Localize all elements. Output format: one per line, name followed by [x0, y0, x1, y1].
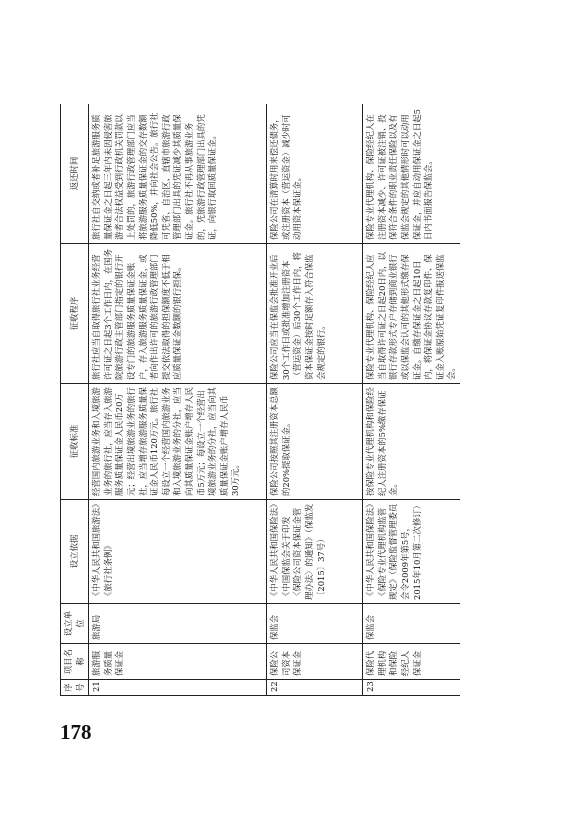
table-container — [60, 104, 460, 696]
header-standard: 征收标准 — [61, 384, 89, 500]
row-basis: 《中华人民共和国保险法》《保险专业代理机构监管规定》（保险监督管理委员会令2009年第5号，2015年10月第二次修订） — [363, 500, 460, 604]
row-name: 旅游服务质量保证金 — [89, 644, 267, 680]
table-header-row — [61, 104, 89, 696]
row-procedure: 旅行社应当自取得旅行社业务经营许可证之日起3个工作日内，在国务院旅游行政主管部门指定的银行开设专门的旅游服务质量保证金账户，存入旅游服务质量保证金，或者向作出许可的旅游行政管理部门提交依法取得的担保额度不低于相应质量保证金数额的银行担保。 — [89, 244, 267, 384]
table-row — [267, 104, 363, 696]
row-procedure: 保险专业代理机构、保险经纪人应当自取得许可证之日起20日内，以银行存款形式专户存储到商业银行或以保监会认可的其他形式缴存保证金。自缴存保证金之日起10日内，将保证金协议存款复印件、保证金入账原始凭证复印件报送保监会。 — [363, 244, 460, 384]
header-procedure: 征收程序 — [61, 244, 89, 384]
row-no: 22 — [267, 680, 363, 696]
row-standard: 按保险专业代理机构和保险经纪人注册资本的5%缴存保证金。 — [363, 384, 460, 500]
deposit-table — [60, 104, 460, 696]
header-no: 序号 — [61, 680, 89, 696]
header-basis: 设立依据 — [61, 500, 89, 604]
row-refund: 保险专业代理机构、保险经纪人在注册资本减少、许可证被注销、投保符合条件的职业责任保险以及有保监会规定的其他情形时可以动用保证金，并应自动用保证金之日起5日内书面报告保监会。 — [363, 104, 460, 244]
header-name: 项目名称 — [61, 644, 89, 680]
table-row — [363, 104, 460, 696]
row-standard: 经营国内旅游业务和入境旅游业务的旅行社，应当存入旅游服务质量保证金人民币20万元；经营出境旅游业务的旅行社，应当增存旅游服务质量保证金人民币120万元。旅行社每设立一个经营国内旅游业务和入境旅游业务的分社，应当向其质量保证金账户增存人民币5万元；每设立一个经营出境旅游业务的分社，应当向其质量保证金账户增存人民币30万元。 — [89, 384, 267, 500]
row-refund: 保险公司在清算时用来偿还债务，或注册资本（营运资金）减少时可动用资本保证金。 — [267, 104, 363, 244]
header-unit: 设立单位 — [61, 604, 89, 644]
row-name: 保险公司资本保证金 — [267, 644, 363, 680]
row-no: 23 — [363, 680, 460, 696]
row-no: 21 — [89, 680, 267, 696]
row-unit: 保监会 — [363, 604, 460, 644]
row-procedure: 保险公司应当在保监会批准开业后30个工作日或批准增加注册资本（营运资金）后30个工作日内，将资本保证金按时足额存入符合保监会规定的银行。 — [267, 244, 363, 384]
page-number: 178 — [60, 720, 92, 744]
row-refund: 旅行社自交纳或者补足旅游服务质量保证金之日起三年内未因侵害旅游者合法权益受到行政机关罚款以上处罚的，旅游行政管理部门应当将旅游服务质量保证金的交存数额降低50%，并向社会公告。旅行社可凭省、自治区、直辖市旅游行政管理部门出具的凭证减少其质量保证金。旅行社不再从事旅游业务的，凭旅游行政管理部门出具的凭证，向银行取回质量保证金。 — [89, 104, 267, 244]
row-unit: 旅游局 — [89, 604, 267, 644]
row-basis: 《中华人民共和国旅游法》《旅行社条例》 — [89, 500, 267, 604]
row-basis: 《中华人民共和国保险法》《中国保监会关于印发〈保险公司资本保证金管理办法〉的通知》（保监发〔2015〕37号） — [267, 500, 363, 604]
header-refund: 返还时间 — [61, 104, 89, 244]
row-name: 保险代理机构和保险经纪人保证金 — [363, 644, 460, 680]
row-standard: 保险公司按照其注册资本总额的20%提取保证金。 — [267, 384, 363, 500]
row-unit: 保监会 — [267, 604, 363, 644]
table-row — [89, 104, 267, 696]
